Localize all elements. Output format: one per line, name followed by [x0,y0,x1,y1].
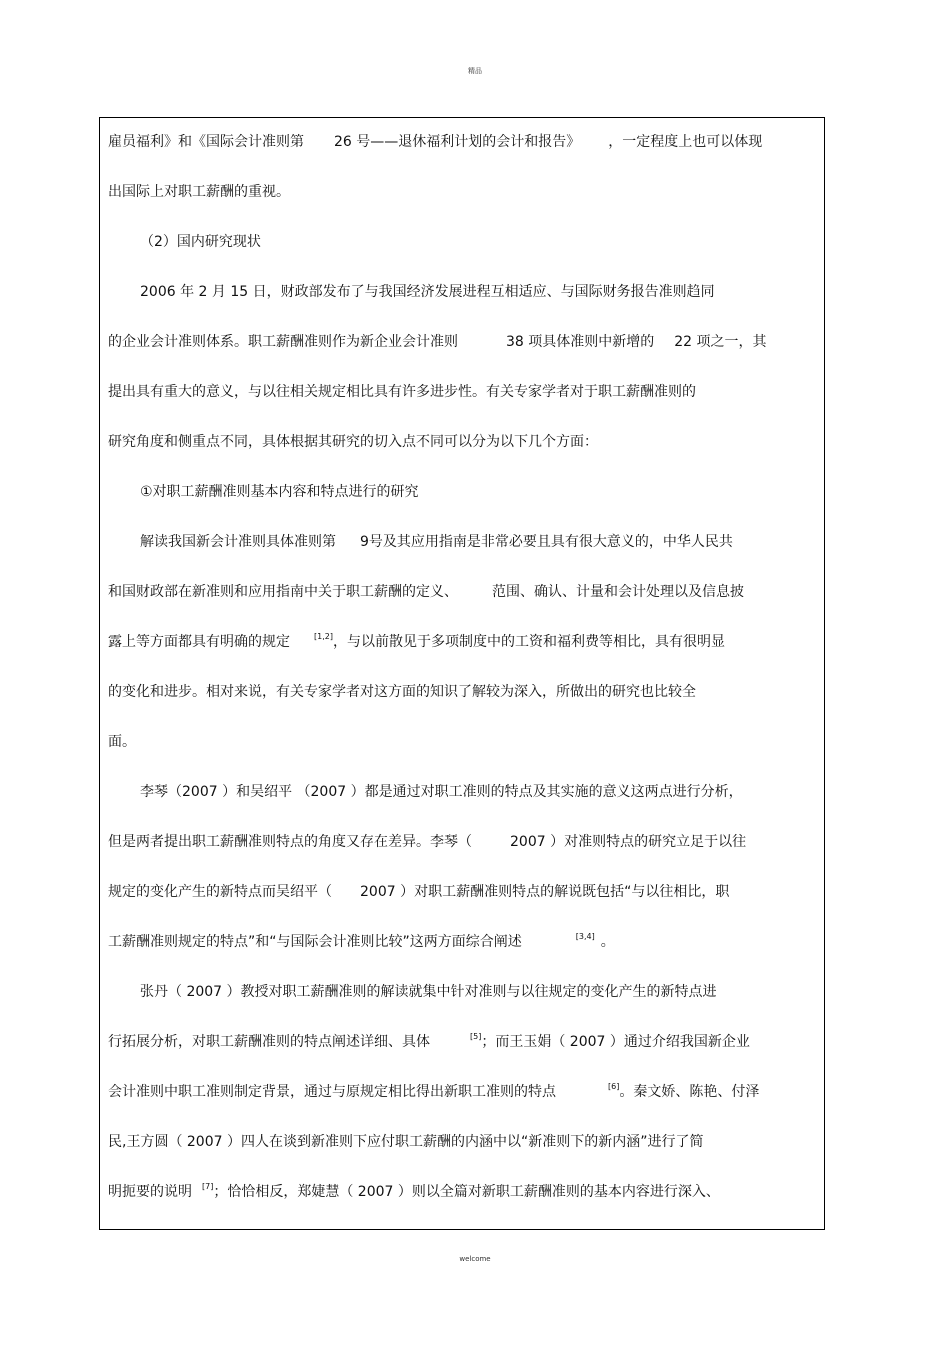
paragraph-line [140,282,816,302]
citation-ref: [6] [608,1082,620,1091]
paragraph-line [108,132,816,152]
text-segment: 9号及其应用指南是非常必要且具有很大意义的，中华人民共 [360,534,733,550]
citation-ref: [1,2] [314,632,333,641]
text-segment: 提出具有重大的意义，与以往相关规定相比具有许多进步性。有关专家学者对于职工薪酬准则的 [108,384,696,400]
document-body [99,117,825,1230]
paragraph-line [108,632,816,652]
subsection-heading [140,482,816,502]
text-segment: 行拓展分析，对职工薪酬准则的特点阐述详细、具体 [108,1034,430,1050]
text-segment: 的变化和进步。相对来说，有关专家学者对这方面的知识了解较为深入，所做出的研究也比较全 [108,684,696,700]
text-segment: 的企业会计准则体系。职工薪酬准则作为新企业会计准则 [108,334,458,350]
text-segment: 会计准则中职工准则制定背景，通过与原规定相比得出新职工准则的特点 [108,1084,556,1100]
paragraph-line [108,432,816,452]
text-segment: ；而王玉娟（ 2007 ）通过介绍我国新企业 [481,1034,750,1050]
text-segment: 22 项之一，其 [674,334,767,350]
text-segment: 民,王方圆（ 2007 ）四人在谈到新准则下应付职工薪酬的内涵中以“新准则下的新内涵”进行了简 [108,1134,704,1150]
text-segment: 研究角度和侧重点不同，具体根据其研究的切入点不同可以分为以下几个方面： [108,434,598,450]
text-segment: 26 号——退休福利计划的会计和报告》 [334,134,581,150]
text-segment: 面。 [108,734,136,750]
paragraph-line [108,332,816,352]
paragraph-line [140,782,816,802]
text-segment: ，一定程度上也可以体现 [608,134,763,150]
text-segment: 2006 年 2 月 15 日，财政部发布了与我国经济发展进程互相适应、与国际财务报告准则趋同 [140,284,715,300]
text-segment: 。 [600,934,615,950]
text-segment: 李琴（2007 ）和吴绍平 （2007 ）都是通过对职工准则的特点及其实施的意义这两点进行分析， [140,784,743,800]
text-segment: 明扼要的说明 [108,1184,192,1200]
paragraph-line [108,1182,816,1202]
citation-ref: [7] [202,1182,214,1191]
text-segment: 范围、确认、计量和会计处理以及信息披 [492,584,744,600]
paragraph-line [140,982,816,1002]
paragraph-line [108,1032,816,1052]
text-segment: 工薪酬准则规定的特点”和“与国际会计准则比较”这两方面综合阐述 [108,934,522,950]
paragraph-line [140,532,816,552]
text-segment: 解读我国新会计准则具体准则第 [140,534,336,550]
text-segment: （2）国内研究现状 [140,234,261,250]
text-segment: 38 项具体准则中新增的 [506,334,655,350]
paragraph-line [108,932,816,952]
paragraph-line [108,732,816,752]
text-segment: 2007 ）对准则特点的研究立足于以往 [510,834,747,850]
text-segment: ；恰恰相反，郑婕慧（ 2007 ）则以全篇对新职工薪酬准则的基本内容进行深入、 [213,1184,720,1200]
text-segment: 规定的变化产生的新特点而吴绍平（ [108,884,332,900]
page-footer: welcome [459,1255,491,1263]
paragraph-line [108,1082,816,1102]
text-segment: 。秦文娇、陈艳、付泽 [619,1084,760,1100]
paragraph-line [108,682,816,702]
text-segment: 和国财政部在新准则和应用指南中关于职工薪酬的定义、 [108,584,458,600]
citation-ref: [5] [470,1032,482,1041]
paragraph-line [108,882,816,902]
text-segment: 露上等方面都具有明确的规定 [108,634,290,650]
text-segment: ①对职工薪酬准则基本内容和特点进行的研究 [140,484,419,500]
text-segment: 但是两者提出职工薪酬准则特点的角度又存在差异。李琴（ [108,834,472,850]
paragraph-line [108,382,816,402]
paragraph-line [108,832,816,852]
text-segment: 雇员福利》和《国际会计准则第 [108,134,304,150]
text-segment: 2007 ）对职工薪酬准则特点的解说既包括“与以往相比，职 [360,884,730,900]
paragraph-line [108,582,816,602]
text-segment: ，与以前散见于多项制度中的工资和福利费等相比，具有很明显 [332,634,725,650]
text-segment: 张丹（ 2007 ）教授对职工薪酬准则的解读就集中针对准则与以往规定的变化产生的新特点进 [140,984,717,1000]
paragraph-line [108,1132,816,1152]
text-segment: 出国际上对职工薪酬的重视。 [108,184,290,200]
paragraph-line [108,182,816,202]
section-heading [140,232,816,252]
citation-ref: [3,4] [575,932,595,941]
page-header: 精品 [468,67,482,75]
